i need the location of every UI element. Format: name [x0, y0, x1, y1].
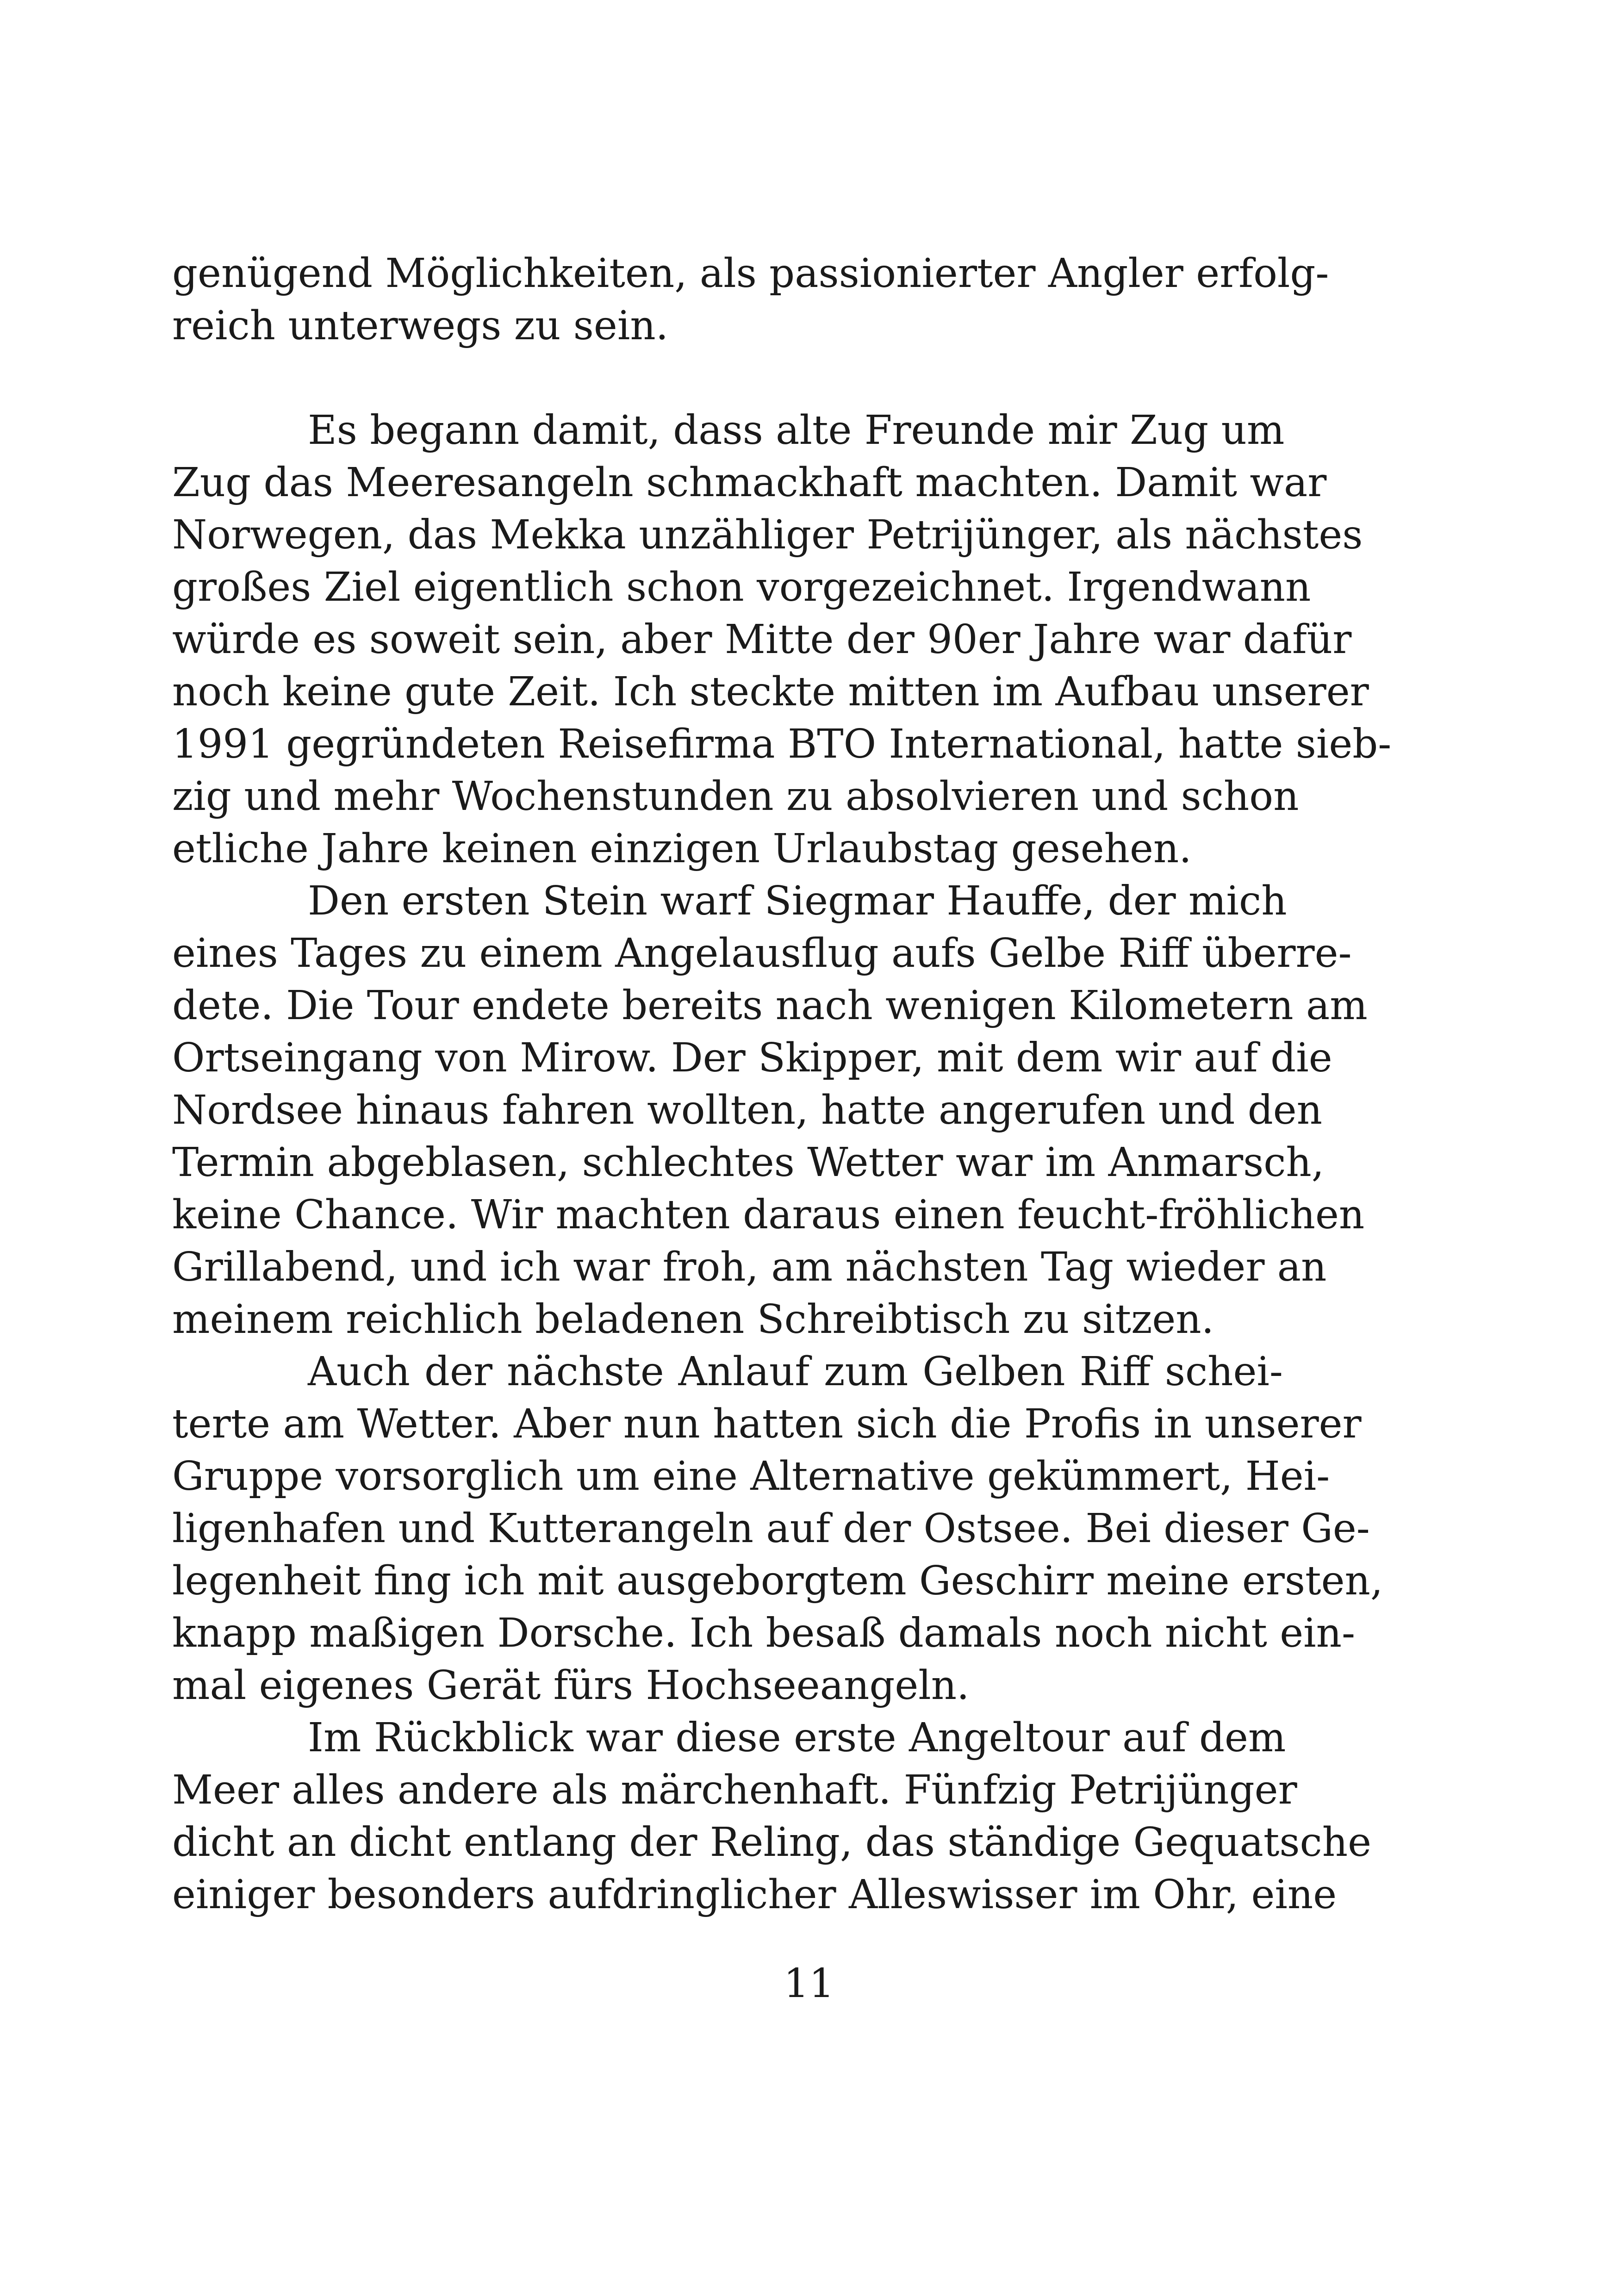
text-line: dicht an dicht entlang der Reling, das ständige Gequatsche: [172, 1819, 1372, 1866]
text-line: reich unterwegs zu sein.: [172, 303, 669, 349]
text-line: meinem reichlich beladenen Schreibtisch zu sitzen.: [172, 1296, 1214, 1343]
page-number: 11: [784, 1960, 834, 2007]
text-line: Den ersten Stein warf Siegmar Hauffe, der mich: [308, 878, 1287, 924]
text-line: einiger besonders aufdringlicher Alleswisser im Ohr, eine: [172, 1872, 1337, 1918]
text-line: Es begann damit, dass alte Freunde mir Zug um: [308, 407, 1285, 454]
text-line: ligenhafen und Kutterangeln auf der Ostsee. Bei dieser Ge-: [172, 1506, 1370, 1552]
text-line: Im Rückblick war diese erste Angeltour auf dem: [308, 1715, 1286, 1761]
text-line: großes Ziel eigentlich schon vorgezeichnet. Irgendwann: [172, 564, 1311, 610]
paragraph-3: [172, 875, 1368, 1346]
text-line: würde es soweit sein, aber Mitte der 90er Jahre war dafür: [172, 616, 1352, 663]
paragraph-1: [172, 248, 1329, 352]
text-line: zig und mehr Wochenstunden zu absolvieren und schon: [172, 773, 1299, 820]
paragraph-gap: [172, 352, 1283, 404]
text-line: Zug das Meeresangeln schmackhaft machten. Damit war: [172, 460, 1327, 506]
text-line: eines Tages zu einem Angelausflug aufs Gelbe Riff überre-: [172, 930, 1352, 977]
text-line: Gruppe vorsorglich um eine Alternative gekümmert, Hei-: [172, 1453, 1330, 1500]
text-line: Termin abgeblasen, schlechtes Wetter war im Anmarsch,: [172, 1139, 1325, 1186]
text-line: keine Chance. Wir machten daraus einen feucht-fröhlichen: [172, 1192, 1365, 1238]
paragraph-5: [172, 1712, 1372, 1921]
text-line: Ortseingang von Mirow. Der Skipper, mit dem wir auf die: [172, 1035, 1332, 1081]
text-line: Meer alles andere als märchenhaft. Fünfzig Petrijünger: [172, 1767, 1297, 1813]
text-line: Norwegen, das Mekka unzähliger Petrijünger, als nächstes: [172, 512, 1363, 558]
paragraph-2: [172, 404, 1392, 875]
text-line: 1991 gegründeten Reisefirma BTO International, hatte sieb-: [172, 721, 1392, 767]
text-line: terte am Wetter. Aber nun hatten sich die Profis in unserer: [172, 1401, 1362, 1447]
text-line: etliche Jahre keinen einzigen Urlaubstag gesehen.: [172, 826, 1192, 872]
paragraph-4: [172, 1346, 1383, 1712]
text-line: legenheit fing ich mit ausgeborgtem Geschirr meine ersten,: [172, 1558, 1383, 1604]
text-line: Auch der nächste Anlauf zum Gelben Riff schei-: [308, 1349, 1283, 1395]
body-text: [172, 248, 1392, 1921]
text-line: Nordsee hinaus fahren wollten, hatte angerufen und den: [172, 1087, 1323, 1133]
text-line: mal eigenes Gerät fürs Hochseeangeln.: [172, 1662, 970, 1709]
text-line: dete. Die Tour endete bereits nach wenigen Kilometern am: [172, 983, 1368, 1029]
text-line: noch keine gute Zeit. Ich steckte mitten im Aufbau unserer: [172, 669, 1369, 715]
text-line: genügend Möglichkeiten, als passionierter Angler erfolg-: [172, 250, 1329, 297]
text-line: knapp maßigen Dorsche. Ich besaß damals noch nicht ein-: [172, 1610, 1356, 1656]
text-line: Grillabend, und ich war froh, am nächsten Tag wieder an: [172, 1244, 1327, 1290]
